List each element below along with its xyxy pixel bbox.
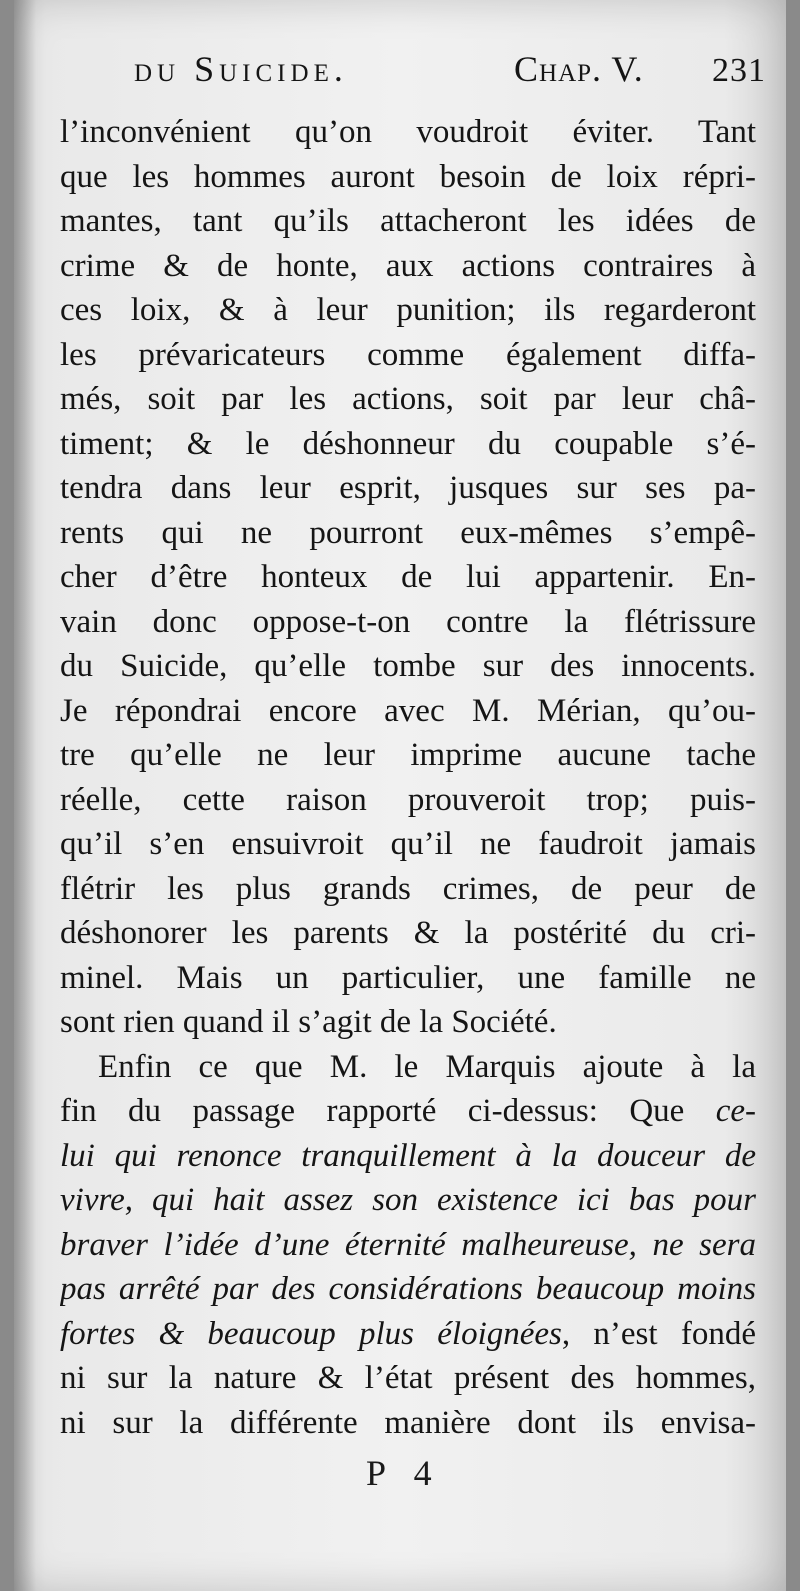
chapter-label: Chap. V. (514, 49, 644, 89)
signature-mark: P 4 (366, 1453, 442, 1493)
text-run: fin du passage rapporté ci-dessus: Que (60, 1093, 716, 1129)
italic-quote: pas arrêté par des considérations beaucoup moins (60, 1271, 756, 1307)
text-line: ces loix, & à leur punition; ils regarderont (60, 292, 756, 328)
text-line: que les hommes auront besoin de loix répri- (60, 158, 756, 195)
italic-quote: braver l’idée d’une éternité malheureuse, ne sera (60, 1226, 756, 1263)
paragraph-end-line: sont rien quand il s’agit de la Société. (60, 1004, 557, 1040)
text-line: cher d’être honteux de lui appartenir. En- (60, 559, 756, 595)
italic-quote: fortes & beaucoup plus éloignées (60, 1315, 562, 1352)
text-line: ni sur la nature & l’état présent des hommes, (60, 1360, 756, 1396)
book-page (14, 0, 786, 1591)
text-line: tre qu’elle ne leur imprime aucune tache (60, 737, 756, 773)
body-text (60, 110, 756, 1445)
text-line: les prévaricateurs comme également diffa- (60, 336, 756, 373)
text-line: qu’il s’en ensuivroit qu’il ne faudroit jamais (60, 826, 756, 862)
text-line: flétrir les plus grands crimes, de peur de (60, 870, 756, 907)
text-line: vain donc oppose-t-on contre la flétrissure (60, 603, 756, 640)
page-header (134, 48, 774, 98)
italic-quote: vivre, qui hait assez son existence ici bas pour (60, 1182, 756, 1218)
text-line: du Suicide, qu’elle tombe sur des innocents. (60, 648, 756, 684)
text-line: crime & de honte, aux actions contraires à (60, 247, 756, 284)
text-line: Je répondrai encore avec M. Mérian, qu’ou- (60, 692, 756, 729)
text-line: rents qui ne pourront eux-mêmes s’empê- (60, 514, 756, 551)
text-line (60, 1223, 756, 1268)
text-line: tendra dans leur esprit, jusques sur ses pa- (60, 470, 756, 506)
page-gutter-shadow (14, 0, 36, 1591)
text-line: déshonorer les parents & la postérité du cri- (60, 915, 756, 951)
page-number: 231 (712, 52, 766, 89)
text-line (60, 1134, 756, 1179)
text-line (60, 1267, 756, 1312)
text-line (60, 1312, 756, 1357)
text-line: timent; & le déshonneur du coupable s’é- (60, 425, 756, 462)
text-line: minel. Mais un particulier, une famille ne (60, 959, 756, 996)
text-line (60, 1089, 756, 1134)
italic-quote: lui qui renonce tranquillement à la douceur de (60, 1137, 756, 1174)
text-line: ni sur la différente manière dont ils envisa- (60, 1404, 756, 1441)
text-line (60, 1178, 756, 1223)
text-line: l’inconvénient qu’on voudroit éviter. Tant (60, 114, 756, 150)
text-line: mantes, tant qu’ils attacheront les idées de (60, 203, 756, 239)
text-line: réelle, cette raison prouveroit trop; puis- (60, 781, 756, 818)
running-title: du Suicide. (134, 49, 348, 89)
text-run: , n’est fondé (561, 1315, 756, 1352)
italic-quote: ce- (715, 1093, 756, 1129)
paragraph-start-line: Enfin ce que M. le Marquis ajoute à la (98, 1048, 756, 1085)
text-line: més, soit par les actions, soit par leur châ- (60, 381, 756, 417)
